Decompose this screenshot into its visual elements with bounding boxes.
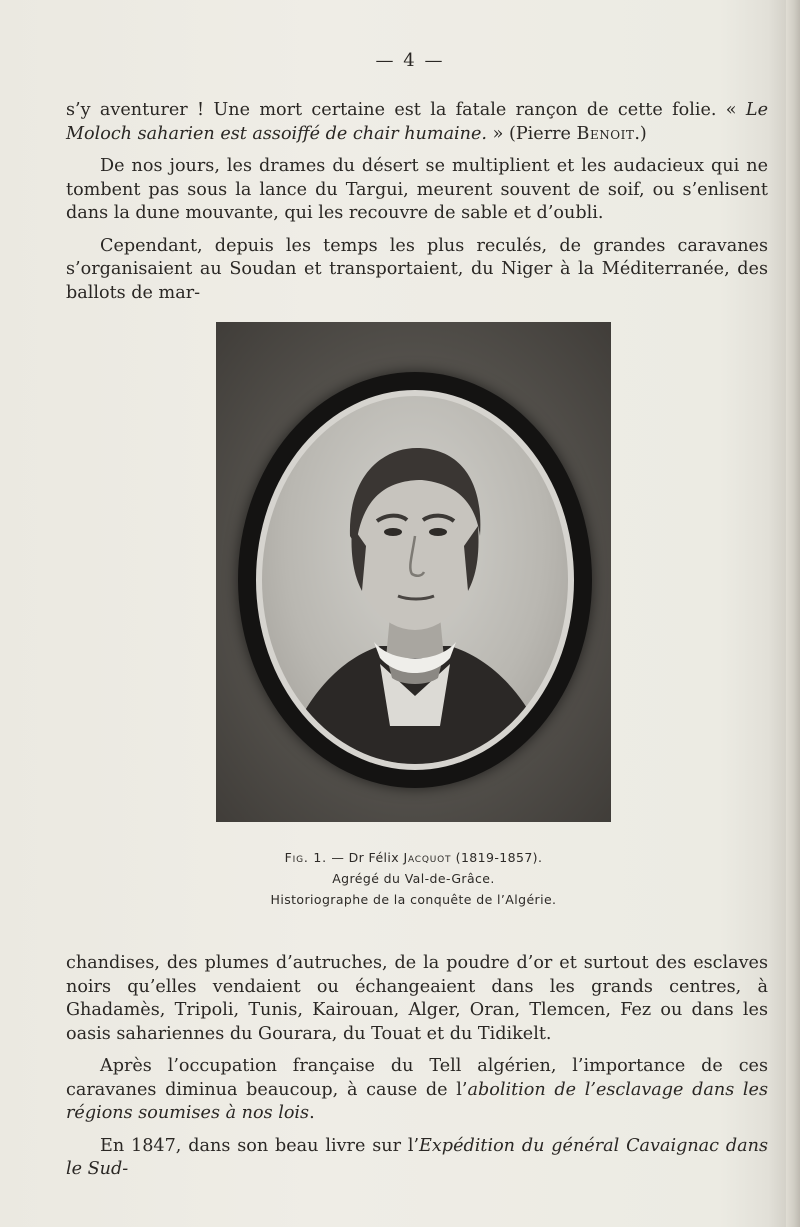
paragraph-1-text-a: s’y aventurer ! Une mort certaine est la fatale rançon de cette folie. «	[66, 100, 746, 120]
portrait-figure	[216, 322, 611, 822]
paragraph-1	[66, 99, 768, 146]
paragraph-5-italic: abolition de l’esclavage dans les régions soumises à nos lois	[66, 1079, 768, 1123]
portrait-drawing	[262, 396, 568, 764]
paragraph-5	[66, 1055, 768, 1126]
figure-label: Fig. 1.	[284, 850, 327, 865]
paragraph-5-text-a: Après l’occupation française du Tell algérien, l’importance de ces caravanes diminua beaucoup, à cause de l’	[66, 1056, 768, 1100]
paragraph-6-text-a: En 1847, dans son beau livre sur l’	[100, 1135, 420, 1156]
caption-surname: Jacquot	[403, 850, 452, 865]
author-name: Benoit	[576, 123, 635, 144]
figure-caption-line-3: Historiographe de la conquête de l’Algérie.	[270, 892, 557, 907]
paragraph-3: Cependant, depuis les temps les plus reculés, de grandes caravanes s’organisaient au Soudan et transportaient, du Niger à la Méditerranée, des ballots de mar-	[66, 235, 768, 303]
page-edge	[786, 0, 800, 1227]
figure-caption-line-1	[216, 850, 611, 865]
paragraph-1-text-b: » (Pierre	[487, 123, 577, 144]
paragraph-4: chandises, des plumes d’autruches, de la poudre d’or et surtout des esclaves noirs qu’elles vendaient ou échangeaient dans les grands centres, à Ghadamès, Tripoli, Tunis, Kairouan, Alger, Oran, Tlemcen, Fez ou dans les oasis sahariennes du Gourara, du Touat et du Tidikelt.	[66, 953, 768, 1044]
paragraph-5-text-b: .	[309, 1103, 315, 1123]
bottom-text-block	[66, 952, 768, 1191]
paragraph-2: De nos jours, les drames du désert se multiplient et les audacieux qui ne tombent pas sous la lance du Targui, meurent souvent de soif, ou s’enlisent dans la dune mouvante, qui les recouvre de sable et d’oubli.	[66, 156, 768, 223]
caption-dates: (1819-1857).	[451, 850, 543, 865]
portrait-image	[262, 396, 568, 764]
quote-italic: Le Moloch saharien est assoiffé de chair humaine.	[66, 100, 768, 144]
paragraph-6	[66, 1135, 768, 1182]
caption-name-prefix: Dr Félix	[348, 850, 404, 865]
caption-dash: —	[326, 850, 349, 865]
paragraph-6-italic: Expédition du général Cavaignac dans le Sud-	[66, 1135, 768, 1179]
paragraph-1-text-c: .)	[634, 123, 647, 144]
page-number: — 4 —	[375, 50, 445, 71]
top-text-block	[66, 99, 768, 314]
figure-caption-line-2: Agrégé du Val-de-Grâce.	[332, 871, 495, 886]
